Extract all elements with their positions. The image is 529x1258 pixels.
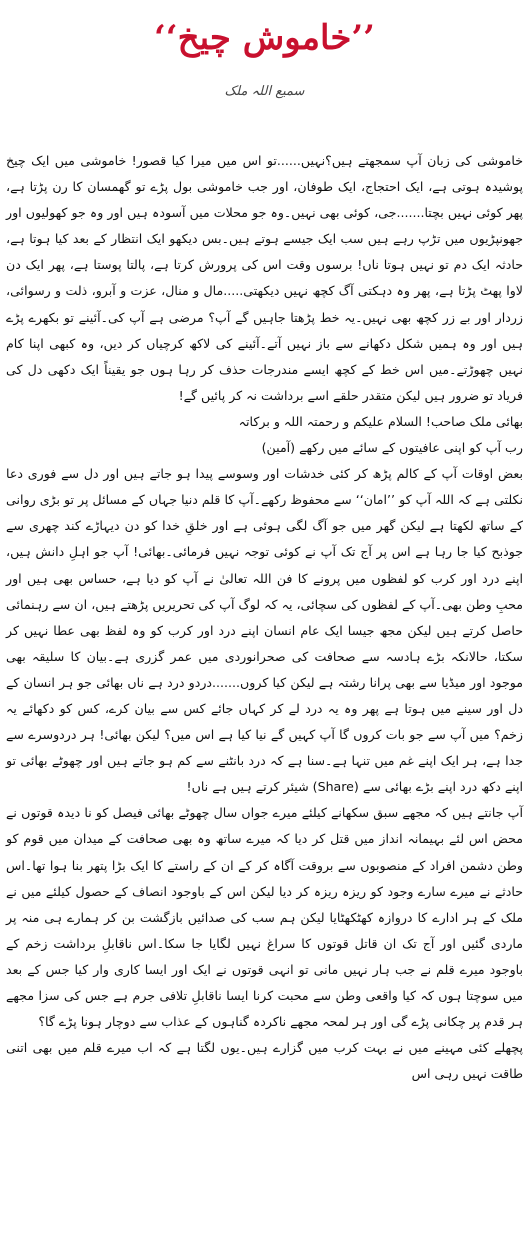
author-byline: سمیع اللہ ملک: [224, 84, 305, 99]
paragraph-letter-2: آپ جانتے ہیں کہ مجھے سبق سکھانے کیلئے میرے جواں سال چھوٹے بھائی فیصل کو نا دیدہ قوتوں نے محض اس لئے بہیمانہ انداز میں قتل کر دیا کہ میرے ساتھ وہ بھی صحافت کے میدان میں قوم کو وطن دشمن افراد کے منصوبوں سے بروقت آگاہ کر کے ان کے راستے کا ایک بڑا پتھر بنا ہوا تھا۔اس حادثے نے میرے سارے وجود کو ریزہ ریزہ کر دیا لیکن اس کے باوجود انصاف کے حصول کیلئے میں نے ملک کے ہر ادارے کا دروازہ کھٹکھٹایا لیکن ہم سب کی صدائیں بازگشت بن کر ہمارے ہی منہ پر ماردی گئیں اور آج تک ان قاتل قوتوں کا سراغ نہیں لگایا جا سکا۔اس ناقابلِ برداشت زخم کے باوجود میرے قلم نے جب ہار نہیں مانی تو انہی قوتوں نے ایک اور ایسا کاری وار کیا جس کے بعد میں سوچتا ہوں کہ کیا واقعی وطن سے محبت کرنا ایسا ناقابلِ تلافی جرم ہے جس کی سزا مجھے ہر قدم پر چکانی پڑے گی اور ہر لمحہ مجھے ناکردہ گناہوں کے عذاب سے دوچار ہونا پڑے گا؟: [6, 805, 523, 1030]
paragraph-letter-1: بعض اوقات آپ کے کالم پڑھ کر کئی خدشات اور وسوسے پیدا ہو جاتے ہیں اور دل سے فوری دعا نکلتی ہے کہ اللہ آپ کو ’’امان‘‘ سے محفوظ رکھے۔آپ کا قلم دنیا جہاں کے مسائل پر تو بڑی روانی کے ساتھ لکھتا ہے لیکن گھر میں جو آگ لگی ہوئی ہے اور خلقِ خدا کو دن دیہاڑے کند چھری سے جوذبح کیا جا رہا ہے اس پر آج تک آپ نے کوئی توجہ نہیں فرمائی۔بھائی! آپ جو اہلِ دانش ہیں، اپنے درد اور کرب کو لفظوں میں پرونے کا فن اللہ تعالیٰ نے آپ کو دیا ہے، حساس بھی ہیں اور محبِ وطن بھی۔آپ کے لفظوں کی سچائی، یہ کہ لوگ آپ کی تحریریں پڑھتے ہیں، ان سے رہنمائی حاصل کرتے ہیں لیکن مجھ جیسا ایک عام انسان اپنے درد اور کرب کو وہ لفظ بھی عطا نہیں کر سکتا، حالانکہ بڑے ہادسہ سے صحافت کی صحرانوردی میں عمر گزری ہے۔بیان کا سلیقہ بھی موجود اور میڈیا سے بھی پرانا رشتہ ہے لیکن کیا کروں.......دردو درد ہے ناں بھائی جو ہر انسان کے دل اور سینے میں ہوتا ہے پھر وہ یہ درد لے کر کہاں جائے کس سے بیان کرے، کس کو دکھائے یہ زخم؟ میں آپ سے جو بات کروں گا آپ کہیں گے نیا کیا ہے اس میں؟ لیکن بھائی! ہر دردوسرے سے جدا ہے، ہر ایک اپنے غم میں تنہا ہے۔سنا ہے کہ درد بانٹنے سے کم ہو جاتے ہیں اور چھوٹے بھائی تو اپنے دکھ درد اپنے بڑے بھائی سے (Share) شیئر کرتے ہیں ہے ناں!: [6, 466, 524, 795]
letter-salutation: بھائی ملک صاحب! السلام علیکم و رحمتہ اللہ و برکاتہ: [238, 413, 523, 429]
letter-blessing: رب آپ کو اپنی عافیتوں کے سائے میں رکھے (آمین): [261, 440, 523, 456]
article-title: ’’خاموش چیخ‘‘: [153, 18, 376, 58]
article-body: [6, 148, 523, 1087]
paragraph-intro: خاموشی کی زبان آپ سمجھتے ہیں؟نہیں......تو اس میں میرا کیا قصور! خاموشی میں ایک چیخ پوشیدہ ہوتی ہے، ایک احتجاج، ایک طوفان، اور جب خاموشی بول پڑے تو گھمسان کا رن پڑتا ہے، پھر کوئی نہیں بچتا.......جی، کوئی بھی نہیں۔وہ جو محلات میں آسودہ ہیں اور وہ جو کھولیوں اور جھونپڑیوں میں تڑپ رہے ہیں سب ایک جیسے ہوتے ہیں۔بس دیکھو ایک انتظار کے بعد کیا ہوتا ہے، حادثہ ایک دم تو نہیں ہوتا ناں! برسوں وقت اس کی پرورش کرتا ہے، پالتا پوستا ہے، پھر ایک دن لاوا پھٹ پڑتا ہے، پھر وہ دہکتی آگ کچھ نہیں دیکھتی.....مال و منال، عزت و آبرو، ذلت و رسوائی، زردار اور بے زر کچھ بھی نہیں۔یہ خط پڑھتا جاہیں گے آپ؟ مرضی ہے آپ کی۔آئینے تو بکھرے پڑے ہیں اور وہ ہمیں شکل دکھانے سے باز نہیں آتے۔آئینے کی لاکھ کرچیاں کر دیں، وہ کبھی اپنا کام نہیں چھوڑتے۔میں اس خط کے کچھ ایسے مندرجات حذف کر رہا ہوں جو یقیناً ایک دکھی دل کی فریاد تو ضرور ہیں لیکن متقدر حلقے اسے برداشت نہ کر پائیں گے!: [6, 153, 523, 403]
paragraph-letter-3: پچھلے کئی مہینے میں نے بہت کرب میں گزارے ہیں۔یوں لگتا ہے کہ اب میرے قلم میں بھی اتنی طاقت نہیں رہی اس: [6, 1040, 523, 1082]
